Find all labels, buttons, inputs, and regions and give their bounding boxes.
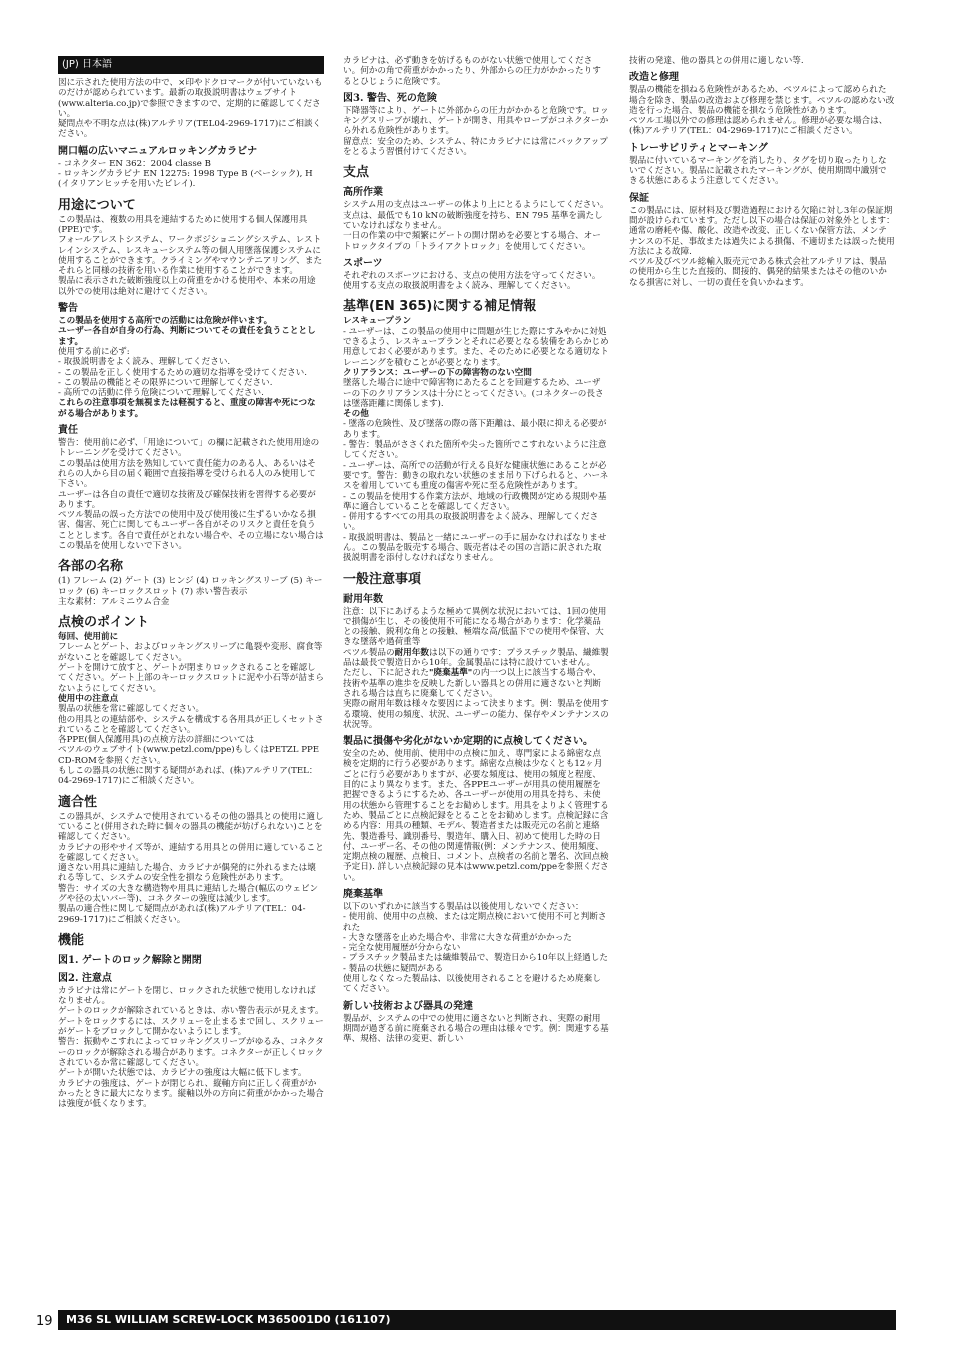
height-work-subheading: 高所作業	[343, 187, 383, 199]
warning-bold-text: この製品を使用する高所での活動には危険が伴います。 ユーザー各自が自身の行為、判断についてその責任を負うこととします。	[58, 316, 316, 347]
check-heading: 製品に損傷や劣化がないか定期的に点検してください。	[343, 736, 593, 748]
lifetime-text-2a: ペツル製品の	[343, 647, 395, 658]
footer-title: M36 SL WILLIAM SCREW-LOCK M365001D0 (161107)	[58, 1310, 896, 1330]
warning-heading: 警告	[58, 303, 78, 315]
lifetime-subheading: 耐用年数	[343, 593, 383, 605]
lifetime-text-2	[343, 648, 609, 669]
inspection-subheading-2: 使用中の注意点	[58, 693, 119, 704]
warranty-subheading: 保証	[629, 192, 649, 204]
figure-3-caption: 図3. 警告、死の危険	[343, 92, 437, 104]
page-number: 19	[36, 1314, 53, 1329]
sport-text: それぞれのスポーツにおける、支点の使用方法を守ってください。使用する支点の取扱説明書をよく読み、理解してください。	[343, 270, 601, 292]
modification-text: 製品の機能を損ねる危険性があるため、ペツルによって認められた場合を除き、製品の改造および修理を禁じます。ペツルの認めない改造を行った場合、製品の機能を損なう危険性があります。 ペツル工場以外での修理は認められません。修理が必要な場合は、(株)アルテリア(TEL：04-2969-1717)にご相談ください。	[629, 85, 895, 137]
clearance-text: 墜落した場合に途中で障害物にあたることを回避するため、ユーザーの下のクリアランスは十分にとってください。(コネクターの長さは墜落距離に関係します).	[343, 378, 604, 409]
lifetime-text-4: 実際の耐用年数は様々な要因によって決まります。例：製品を使用する環境、使用の頻度、状況、ユーザーの能力、保存やメンテナンスの状況等。	[343, 699, 609, 730]
sport-subheading: スポーツ	[343, 257, 383, 269]
warning-text: 使用する前に必ず: - 取扱説明書をよく読み、理解してください. - この製品を正しく使用するための適切な指導を受けてください. - この製品の機能とその限界について理解してください. - 高所での活動に伴う危険について理解してください.	[58, 346, 307, 399]
new-tech-subheading: 新しい技術および器具の発達	[343, 1000, 473, 1012]
warranty-text: この製品には、原材料及び製造過程における欠陥に対し3年の保証期間が設けられています。ただし以下の場合は保証の対象外とします：通常の磨耗や傷、酸化、改造や改変、正しくない保管方法、メンテナンスの不足、事故または過失による損傷、不適切または誤った使用方法による故障. ペツル及びペツル総輸入販売元である株式会社アルテリアは、製品の使用から生じた直接的、間接的、偶発的結果またはその他のいかなる損害に対し、一切の責任を負いかねます。	[629, 205, 895, 288]
inspection-text-1: フレームとゲート、およびロッキングスリーブに亀裂や変形、腐食等がないことを確認してください。 ゲートを開けて放すと、ゲートが閉まりロックされることを確認してください。ゲート上部のキーロックスロットに泥や小石等が詰まらないようにしてください。	[58, 642, 324, 694]
lifetime-text-1: 注意：以下にあげるような極めて異例な状況においては、1回の使用で損傷が生じ、その後使用不可能になる場合があります：化学薬品との接触、鋭利な角との接触、極端な高/低温下での使用や保管、大きな墜落や過荷重等	[343, 606, 607, 648]
inspection-heading: 点検のポイント	[58, 615, 150, 631]
check-text: 安全のため、使用前、使用中の点検に加え、専門家による綿密な点検を定期的に行う必要があります。綿密な点検は少なくとも12ヶ月ごとに行う必要がありますが、必要な頻度は、使用の頻度と程度、目的により異なります。また、各PPEユーザーが用具の使用履歴を把握できるようにするため、各ユーザーが使用の用具を持ち、未使用の状態から管理することをお勧めします。用具をよりよく管理するため、製品ごとに点検記録をとることをお勧めします。点検記録に含める内容：用具の種類、モデル、製造者または販売元の名前と連絡先、製造番号、識別番号、製造年、購入日、初めて使用した時の日付、ユーザー名、その他の関連情報(例：メンテナンス、使用頻度、定期点検の履歴、点検日、コメント、点検者の名前と署名、次回点検予定日). 詳しい点検記録の見本はwww.petzl.com/ppeを参照ください。	[343, 749, 609, 883]
lifetime-bold-1: 耐用年数	[394, 647, 429, 658]
product-text: - コネクター EN 362：2004 classe B - ロッキングカラビナ EN 12275: 1998 Type B (ベーシック), H (イタリアンヒッチを用いたビレイ).	[58, 158, 313, 190]
other-subheading: その他	[343, 409, 369, 420]
new-tech-text: 製品が、システムの中での使用に適さないと判断され、実際の耐用期間が過ぎる前に廃棄される場合の理由は様々です。例：関連する基準、規格、法律の変更、新しい	[343, 1013, 609, 1045]
warning-bold-text-2: これらの注意事項を無視または軽視すると、重度の障害や死につながる場合があります。	[58, 398, 316, 419]
figure-1-caption: 図1. ゲートのロック解除と開閉	[58, 954, 202, 966]
modification-subheading: 改造と修理	[629, 72, 679, 84]
figure-3-text: 下降器等により、ゲートに外部からの圧力がかかると危険です。ロッキングスリーブが壊れ、ゲートが開き、用具やロープがコネクターから外れる危険性があります。 留意点：安全のため、システム、特にカラビナには常にバックアップをとるよう習慣付けてください。	[343, 105, 609, 158]
lifetime-text-3b: の内一つ以上に該当する場合や、技術や基準の進歩を反映した新しい器具との併用に適さないと判断される場合は直ちに廃棄してください。	[343, 668, 602, 699]
compatibility-text: この器具が、システムで使用されているその他の器具との使用に適していること(併用された時に個々の器具の機能が妨げられない)ことを確認してください。 カラビナの形やサイズ等が、連結する用具との併用に適していることを確認してください。 適さない用具に連結した場合、カラビナが偶発的に外れるまたは壊れる等して、システムの安全性を損なう危険性があります。 警告：サイズの大きな構造物や用具に連結した場合(幅広のウェビングや径の太いバー等)、コネクターの強度は減少します。 製品の適合性に関して疑問点があれば(株)アルテリア(TEL：04-2969-1717)にご相談ください。	[58, 811, 324, 925]
language-header: (JP) 日本語	[58, 56, 324, 74]
lifetime-text-3	[343, 668, 609, 699]
parts-heading: 各部の名称	[58, 559, 124, 575]
responsibility-heading: 責任	[58, 425, 78, 437]
column-2	[343, 56, 609, 1045]
traceability-subheading: トレーサビリティとマーキング	[629, 142, 768, 154]
parts-text: (1) フレーム (2) ゲート (3) ヒンジ (4) ロッキングスリーブ (5) キーロック (6) キーロックスロット (7) 赤い警告表示 主な素材：アルミニウム合金	[58, 576, 323, 607]
function-text: カラビナは常にゲートを閉じ、ロックされた状態で使用しなければなりません。 ゲートのロックが解除されているときは、赤い警告表示が見えます。 ゲートをロックするには、スクリューを止まるまで回し、スクリューがゲートをブロックして開かないようにします。 警告：振動やこすれによってロッキングスリーブがゆるみ、コネクターのロックが解除される場合があります。コネクターが正しくロックされているか常に確認してください。 ゲートが開いた状態では、カラビナの強度は大幅に低下します。 カラビナの強度は、ゲートが閉じられ、縦軸方向に正しく荷重がかかったときに最大になります。縦軸以外の方向に荷重がかかった場合は強度が低くなります。	[58, 985, 324, 1110]
new-tech-continued-text: 技術の発達、他の器具との併用に適しない等.	[629, 56, 804, 66]
column-1	[58, 56, 324, 1109]
height-work-text: システム用の支点はユーザーの体より上にとるようにしてください。支点は、最低でも10 kNの破断強度を持ち、EN 795 基準を満たしていなければなりません。 一日の作業の中で頻繁にゲートの開け閉めを必要とする場合、オートロックタイプの「トライアクトロック」を使用してください。	[343, 200, 609, 252]
retire-subheading: 廃棄基準	[343, 889, 383, 900]
compatibility-heading: 適合性	[58, 794, 98, 810]
figure-2-caption: 図2. 注意点	[58, 972, 112, 984]
rescue-plan-subheading: レスキュープラン	[343, 316, 412, 327]
inspection-text-2: 製品の状態を常に確認してください。 他の用具との連結部や、システムを構成する各用具が正しくセットされていることを確認してください。 各PPE(個人保護用具)の点検方法の詳細については ペツルのウェブサイト(www.petzl.com/ppe)もしくはPETZL PPE CD-ROMを参照ください。 もしこの器具の状態に関する疑問があれば、(株)アルテリア(TEL：04-2969-1717)にご相談ください。	[58, 704, 324, 787]
use-text: この製品は、複数の用具を連結するために使用する個人保護用具(PPE)です。 フォールアレストシステム、ワークポジショニングシステム、レストレインシステム、レスキューシステム等の個人用墜落保護システムに使用することができます。クライミングやマウンテニアリング、またそれらと同様の技術を用いる作業に使用することができます。 製品に表示された破断強度以上の荷重をかける使用や、本来の用途以外での使用は絶対に避けてください。	[58, 214, 323, 297]
other-text: - 墜落の危険性、及び墜落の際の落下距離は、最小限に抑える必要があります。 - 警告：製品がささくれた箇所や尖った箇所でこすれないように注意してください。 - ユーザーは、高所での活動が行える良好な健康状態にあることが必要です。警告：動きの取れない状態のまま吊り下げられると、ハーネスを着用していても重度の傷害や死に至る危険性があります。 - この製品を使用する作業方法が、地域の行政機関が定める規則や基準に適合していることを確認してください。 - 併用するすべての用具の取扱説明書をよく読み、理解してください。 - 取扱説明書は、製品と一緒にユーザーの手に届かなければなりません。この製品を販売する場合、販売者はその国の言語に訳された取扱説明書を添付しなければなりません。	[343, 419, 609, 564]
function-heading: 機能	[58, 932, 85, 948]
lifetime-text-2b: は以下の通りです：プラスチック製品、繊維製品は最長で製造日から10年。金属製品には特に設けていません。	[343, 647, 609, 669]
lifetime-bold-2: "廃棄基準"	[428, 668, 473, 679]
traceability-text: 製品に付いているマーキングを消したり、タグを切り取ったりしないでください。製品に記載されたマーキングが、使用期間中識別できる状態にあるよう注意してください。	[629, 155, 887, 187]
use-heading: 用途について	[58, 197, 136, 213]
anchor-heading: 支点	[343, 165, 370, 181]
product-heading: 開口幅の広いマニュアルロッキングカラビナ	[58, 145, 258, 157]
inspection-subheading-1: 毎回、使用前に	[58, 632, 119, 643]
column-3	[629, 56, 895, 288]
carabiner-note-text: カラビナは、必ず動きを妨げるものがない状態で使用してください。何かの角で荷重がかかったり、外部からの圧力がかかったりするとひじょうに危険です。	[343, 56, 601, 87]
lifetime-text-3a: ただし、下に記された	[343, 668, 429, 679]
responsibility-text: 警告：使用前に必ず、「用途について」の欄に記載された使用用途のトレーニングを受けてください。 この製品は使用方法を熟知していて責任能力のある人、あるいはそれらの人から目の届く範囲で直接指導を受けられる人のみ使用して下さい。 ユーザーは各自の責任で適切な技術及び確保技術を習得する必要があります。 ペツル製品の誤った方法での使用中及び使用後に生ずるいかなる損害、傷害、死亡に関してもユーザー各自がそのリスクと責任を負うこととします。各自で責任がとれない場合や、その立場にない場合はこの製品を使用しないで下さい。	[58, 438, 324, 551]
clearance-subheading: クリアランス：ユーザーの下の障害物のない空間	[343, 367, 532, 378]
intro-text: 図に示された使用方法の中で、×印やドクロマークが付いていないものだけが認められています。最新の取扱説明書はウェブサイト(www.alteria.co.jp)で参照できますので、定期的に確認してください。 疑問点や不明な点は(株)アルテリア(TEL04-2969-1717)にご相談ください。	[58, 78, 323, 140]
retire-text: 以下のいずれかに該当する製品は以後使用しないでください： - 使用前、使用中の点検、または定期点検において使用不可と判断された - 大きな墜落を止めた場合や、非常に大きな荷重がかかった - 完全な使用履歴が分からない - プラスチック製品または繊維製品で、製造日から10年以上経過した - 製品の状態に疑問がある 使用しなくなった製品は、以後使用されることを避けるため廃棄してください。	[343, 902, 608, 995]
general-heading: 一般注意事項	[343, 571, 422, 587]
en365-heading: 基準(EN 365)に関する補足情報	[343, 299, 537, 315]
rescue-plan-text: - ユーザーは、この製品の使用中に問題が生じた際にすみやかに対処できるよう、レスキュープランとそれに必要となる装備をあらかじめ用意しておく必要があります。また、そのために必要となる適切なトレーニングを積むことが必要となります。	[343, 326, 609, 368]
